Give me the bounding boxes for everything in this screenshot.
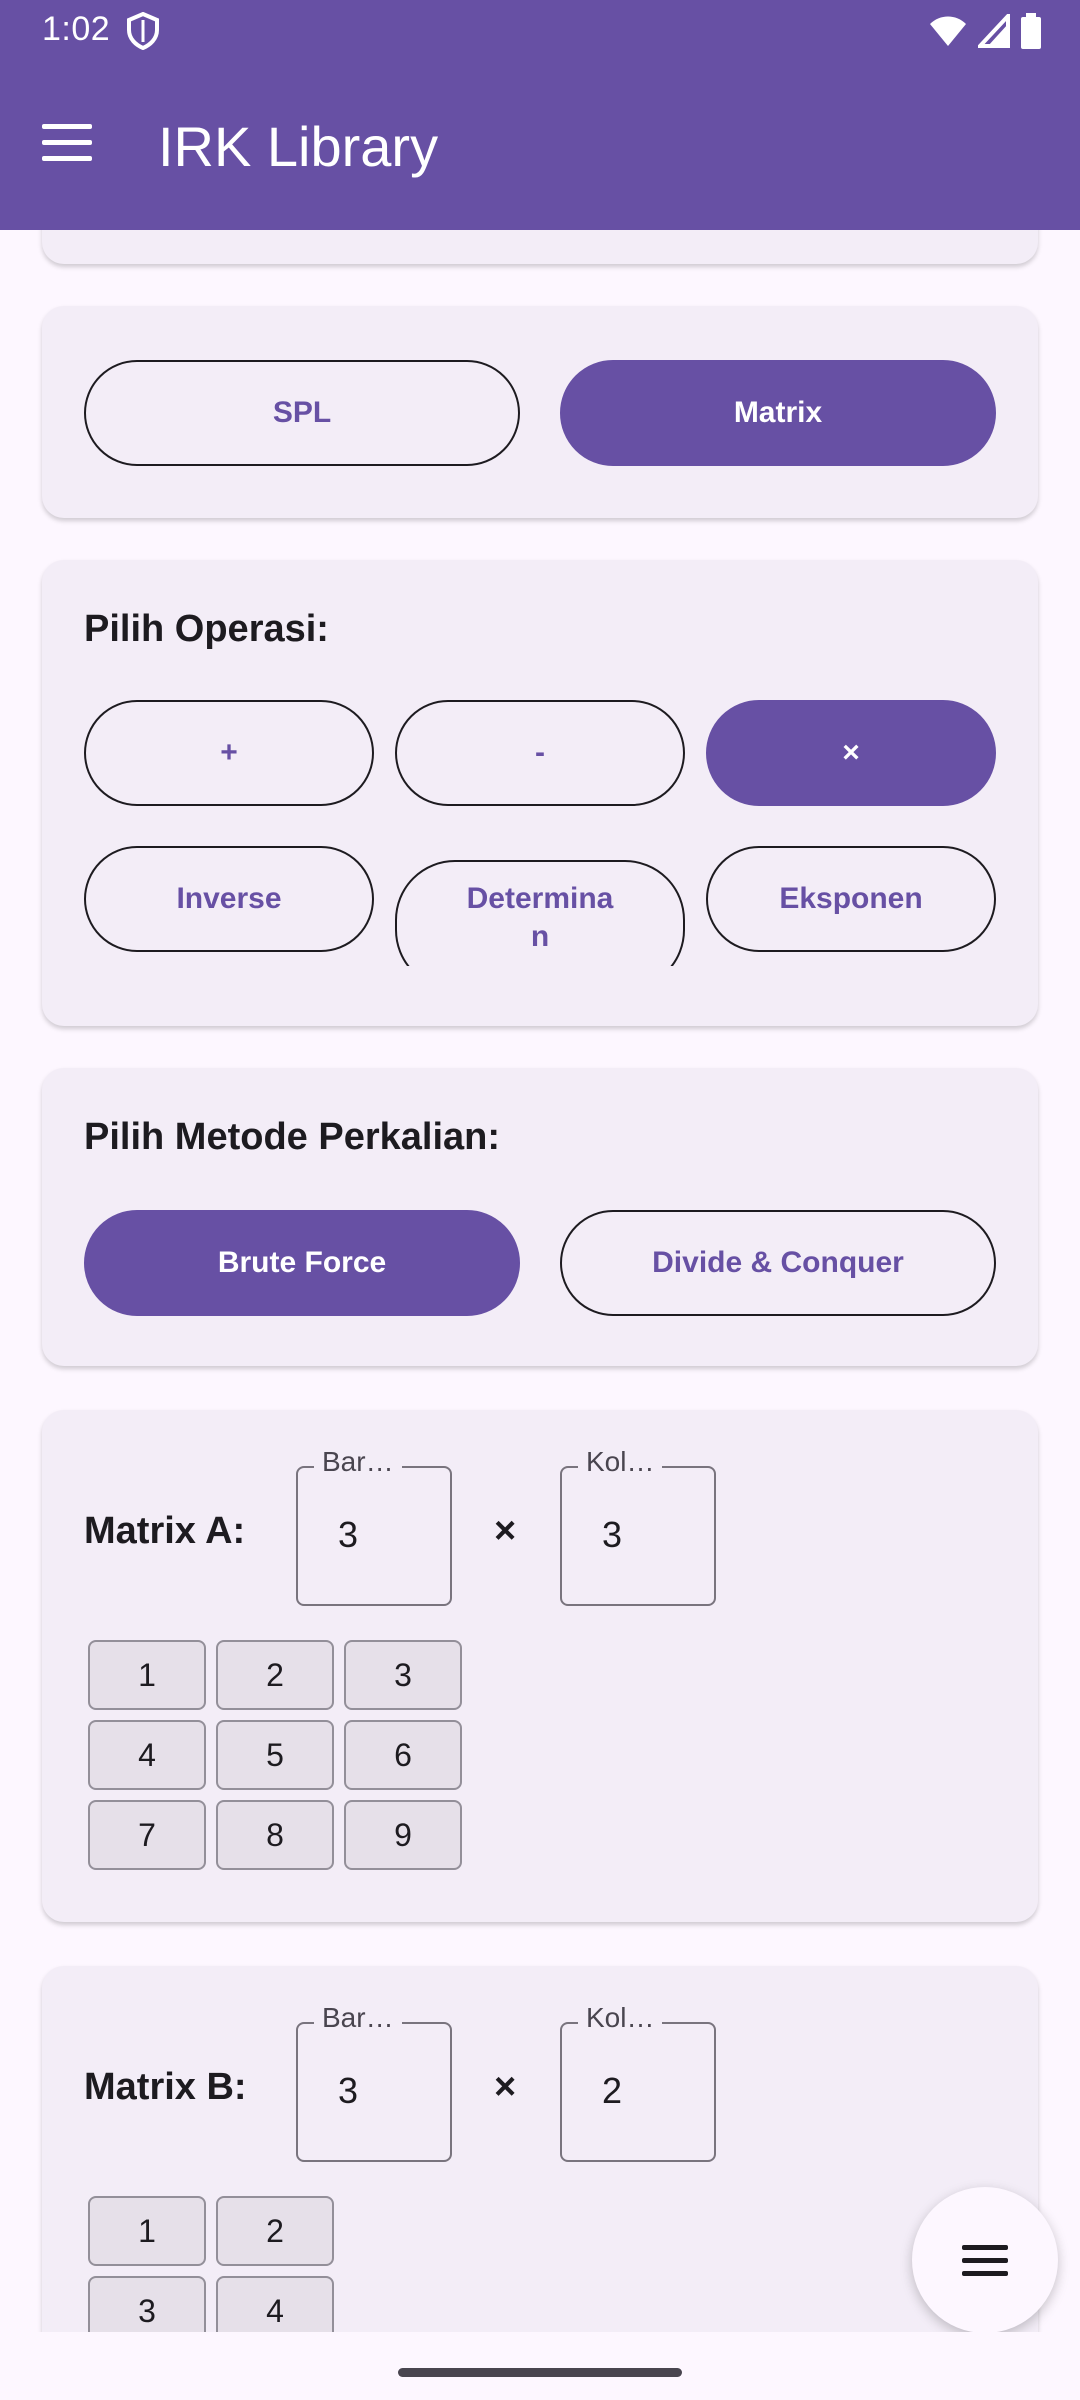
wifi-icon <box>928 14 968 48</box>
matrix-b-card <box>42 1966 1038 2332</box>
matrix-a-rows-field[interactable] <box>296 1446 452 1606</box>
cols-field-label: Kol… <box>578 2002 662 2034</box>
matrix-b-cell[interactable]: 2 <box>216 2196 334 2266</box>
cols-field-value[interactable]: 3 <box>602 1514 623 1555</box>
content-scroll[interactable] <box>0 230 1080 2332</box>
matrix-a-cell[interactable]: 7 <box>88 1800 206 1870</box>
rows-field-value[interactable]: 3 <box>338 2070 359 2111</box>
rows-field-label: Bar… <box>314 2002 402 2034</box>
matrix-b-label: Matrix B: <box>84 2066 247 2108</box>
matrix-a-cell[interactable]: 9 <box>344 1800 462 1870</box>
subtract-button[interactable]: - <box>395 700 685 806</box>
app-title: IRK Library <box>158 115 439 178</box>
matrix-a-cell[interactable]: 5 <box>216 1720 334 1790</box>
inverse-button[interactable]: Inverse <box>84 846 374 952</box>
matrix-b-times: × <box>494 2066 517 2108</box>
operation-heading: Pilih Operasi: <box>84 608 329 650</box>
matrix-b-cols-field[interactable] <box>560 2002 716 2162</box>
matrix-button[interactable]: Matrix <box>560 360 996 466</box>
add-button[interactable]: + <box>84 700 374 806</box>
status-bar <box>0 0 1080 62</box>
matrix-b-cell[interactable]: 3 <box>88 2276 206 2332</box>
cols-field-label: Kol… <box>578 1446 662 1478</box>
matrix-a-cols-field[interactable] <box>560 1446 716 1606</box>
matrix-a-label: Matrix A: <box>84 1510 246 1552</box>
matrix-a-cell[interactable]: 8 <box>216 1800 334 1870</box>
signal-icon <box>978 14 1010 48</box>
hamburger-menu-icon[interactable] <box>42 124 98 168</box>
matrix-b-cell[interactable]: 1 <box>88 2196 206 2266</box>
brute-force-button[interactable]: Brute Force <box>84 1210 520 1316</box>
matrix-a-card <box>42 1410 1038 1922</box>
cols-field-value[interactable]: 2 <box>602 2070 623 2111</box>
system-icons <box>928 12 1042 50</box>
determinant-button[interactable]: Determina n <box>395 860 685 966</box>
rows-field-label: Bar… <box>314 1446 402 1478</box>
mode-card <box>42 306 1038 518</box>
multiply-button[interactable]: × <box>706 700 996 806</box>
app-bar <box>0 62 1080 230</box>
previous-card <box>42 230 1038 264</box>
divide-conquer-button[interactable]: Divide & Conquer <box>560 1210 996 1316</box>
battery-icon <box>1020 13 1042 49</box>
gesture-nav-bar <box>0 2332 1080 2400</box>
operation-card <box>42 560 1038 1026</box>
matrix-a-cell[interactable]: 1 <box>88 1640 206 1710</box>
method-heading: Pilih Metode Perkalian: <box>84 1116 500 1158</box>
matrix-a-cell[interactable]: 3 <box>344 1640 462 1710</box>
matrix-b-cell[interactable]: 4 <box>216 2276 334 2332</box>
method-card <box>42 1068 1038 1366</box>
exponent-button[interactable]: Eksponen <box>706 846 996 952</box>
rows-field-value[interactable]: 3 <box>338 1514 359 1555</box>
matrix-a-cell[interactable]: 4 <box>88 1720 206 1790</box>
matrix-a-times: × <box>494 1510 517 1552</box>
menu-lines-icon[interactable] <box>912 2187 1058 2333</box>
shield-icon <box>126 12 160 50</box>
determinant-button-wrap <box>395 860 685 966</box>
matrix-a-cell[interactable]: 6 <box>344 1720 462 1790</box>
status-time: 1:02 <box>42 10 111 48</box>
matrix-a-cell[interactable]: 2 <box>216 1640 334 1710</box>
spl-button[interactable]: SPL <box>84 360 520 466</box>
matrix-b-rows-field[interactable] <box>296 2002 452 2162</box>
home-gesture-handle[interactable] <box>398 2368 682 2377</box>
